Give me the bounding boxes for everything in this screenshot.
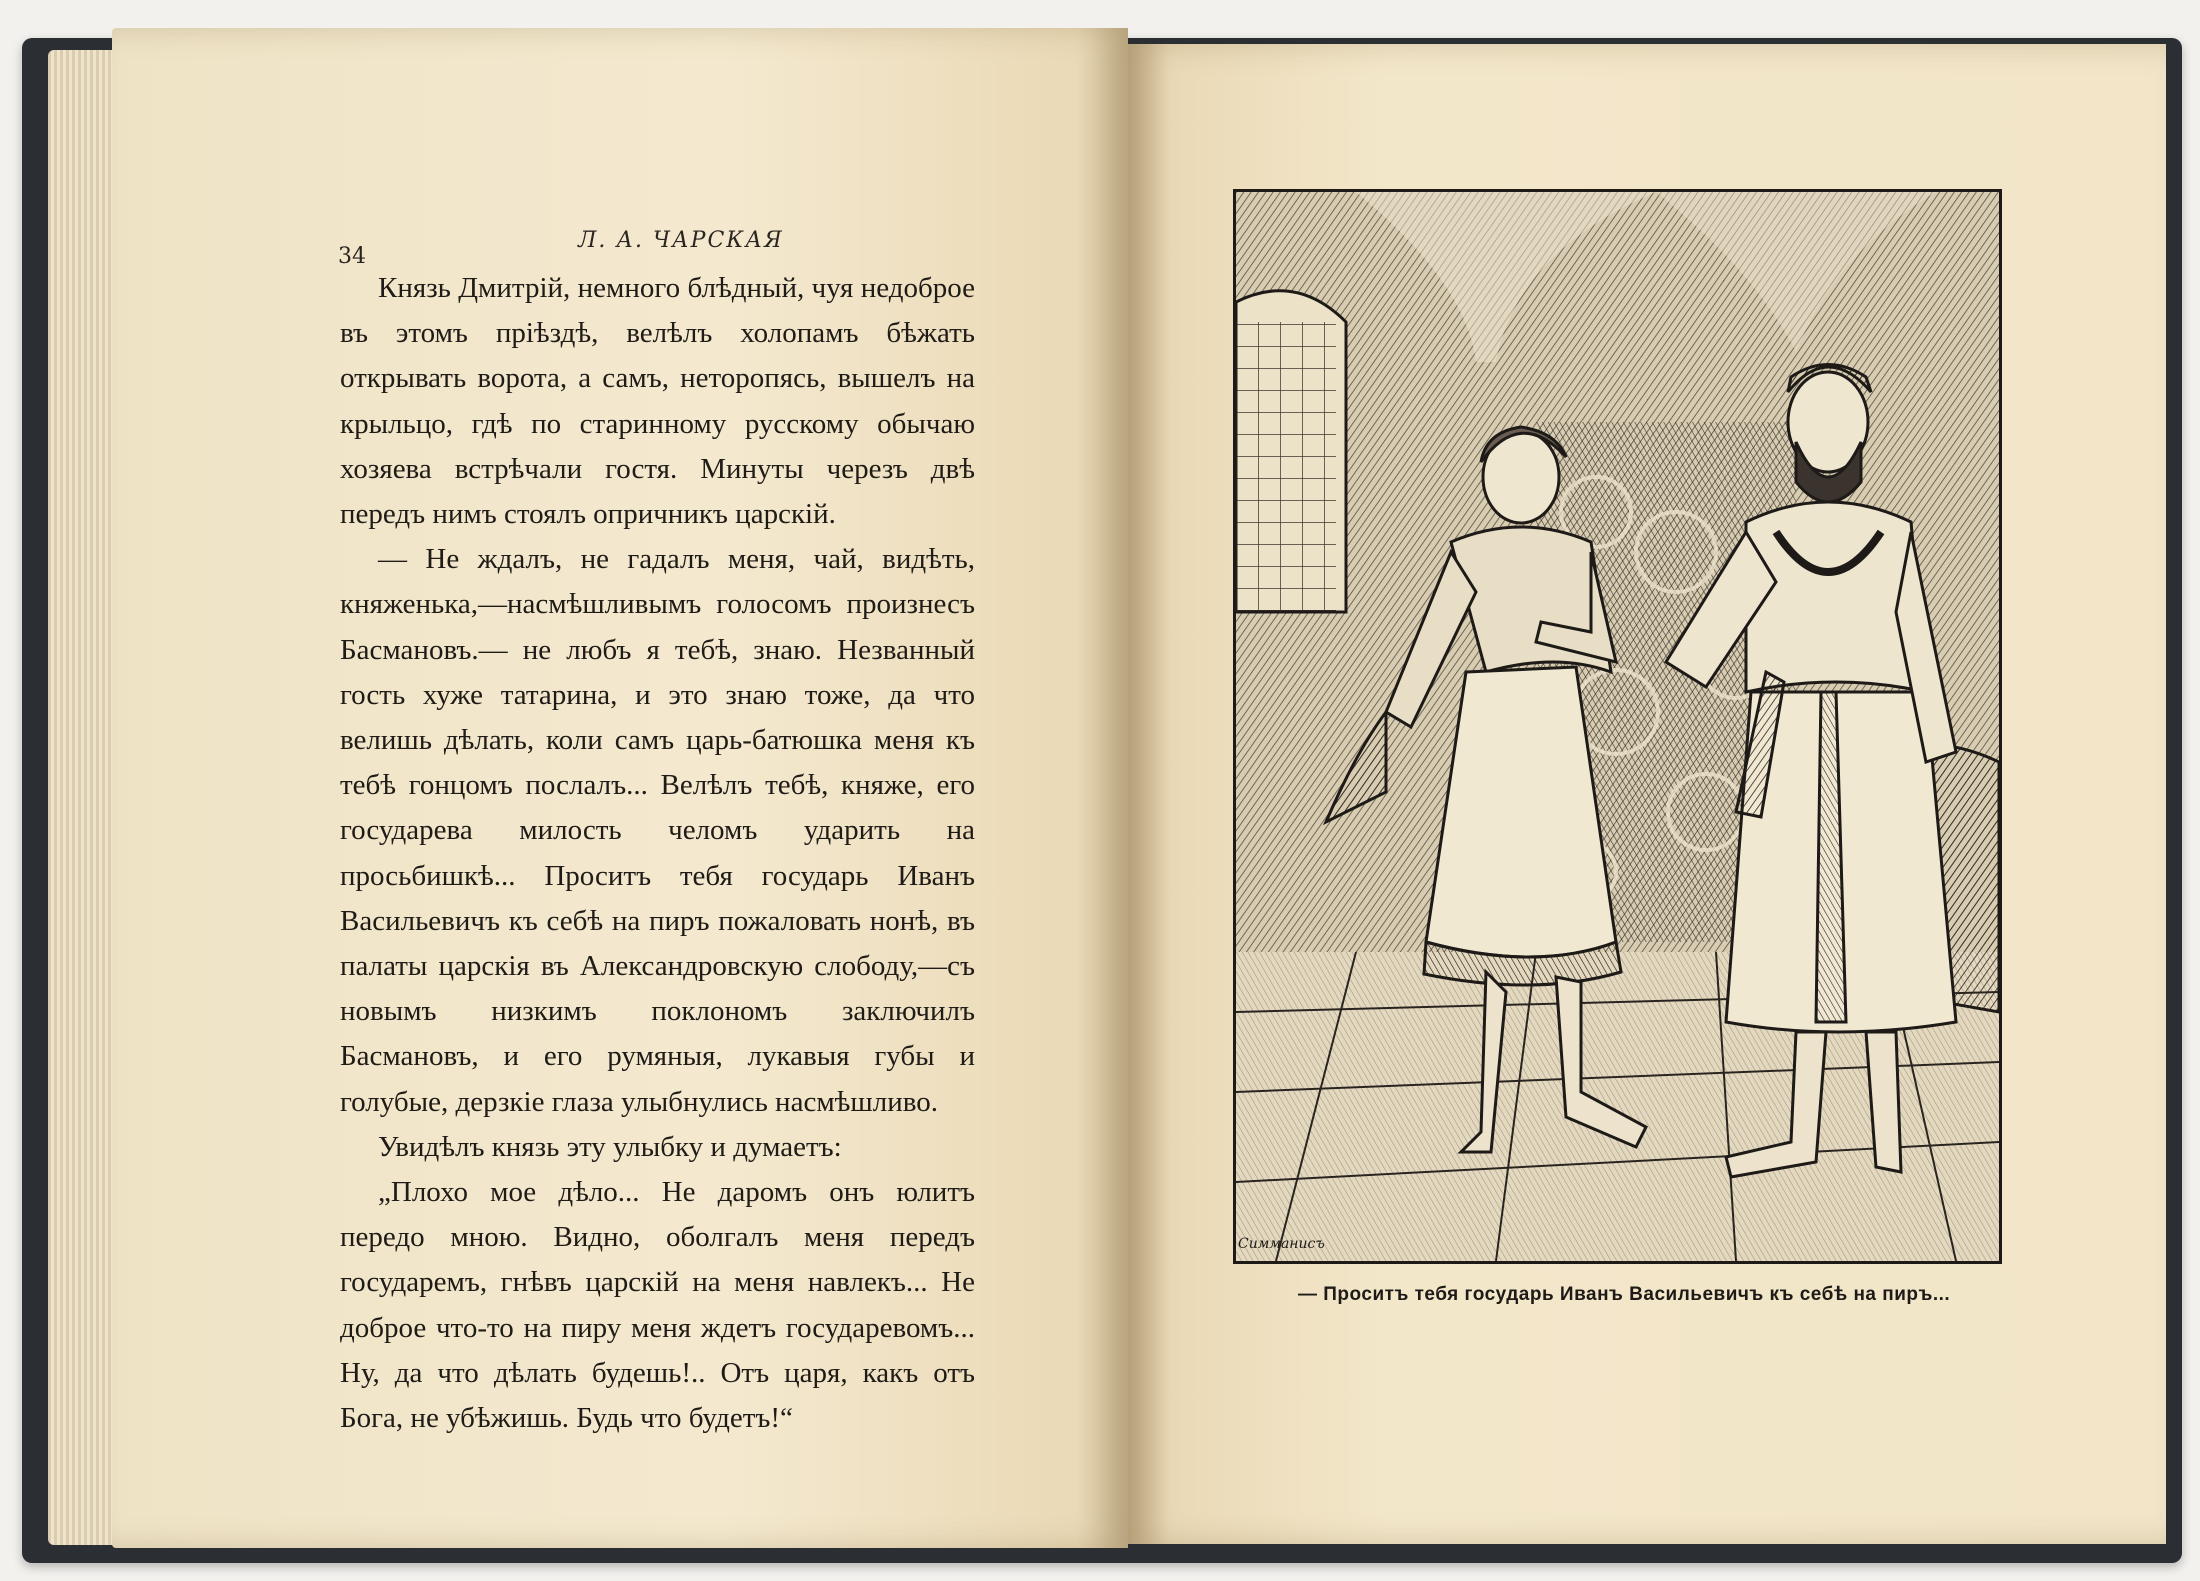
running-head: Л. А. ЧАРСКАЯ [578,228,784,253]
engraver-signature: Симманисъ [1238,1236,1325,1252]
paragraph: Увидѣлъ князь эту улыбку и думаетъ: [378,1130,842,1163]
body-text [340,266,975,1441]
paragraph: „Плохо мое дѣло... Не даромъ онъ юлитъ передо мною. Видно, оболгалъ меня передъ государемъ, гнѣвъ царскій на меня навлекъ... Не доброе что-то на пиру меня ждетъ государевомъ... Ну, да что дѣлать будешь!.. Отъ царя, какъ отъ Бога, не убѣжишь. Будь что будетъ!“ [340,1176,975,1435]
paragraph: Князь Дмитрій, немного блѣдный, чуя недоброе въ этомъ пріѣздѣ, велѣлъ холопамъ бѣжать открывать ворота, а самъ, неторопясь, вышелъ на крыльцо, гдѣ по старинному русскому обычаю хозяева встрѣчали гостя. Минуты черезъ двѣ передъ нимъ стоялъ опричникъ царскій. [340,272,975,531]
paragraph: — Не ждалъ, не гадалъ меня, чай, видѣть, княженька,—насмѣшливымъ голосомъ произнесъ Басмановъ.— не любъ я тебѣ, знаю. Незванный гость хуже татарина, и это знаю тоже, да что велишь дѣлать, коли самъ царь-батюшка меня къ тебѣ гонцомъ послалъ... Велѣлъ тебѣ, княже, его государева милость челомъ ударить на просьбишкѣ... Проситъ тебя государь Иванъ Васильевичъ къ себѣ на пиръ пожаловать нонѣ, въ палаты царскія въ Александровскую слободу,—съ новымъ низкимъ поклономъ заключилъ Басмановъ, и его румяныя, лукавыя губы и голубые, дерзкіе глаза улыбнулись насмѣшливо. [340,543,975,1118]
illustration-caption: — Проситъ тебя государь Иванъ Васильевичъ къ себѣ на пиръ... [1298,1284,1951,1305]
engraving-drawing [1236,192,1999,1261]
engraving-illustration [1233,189,2002,1264]
page-number: 34 [338,244,366,269]
